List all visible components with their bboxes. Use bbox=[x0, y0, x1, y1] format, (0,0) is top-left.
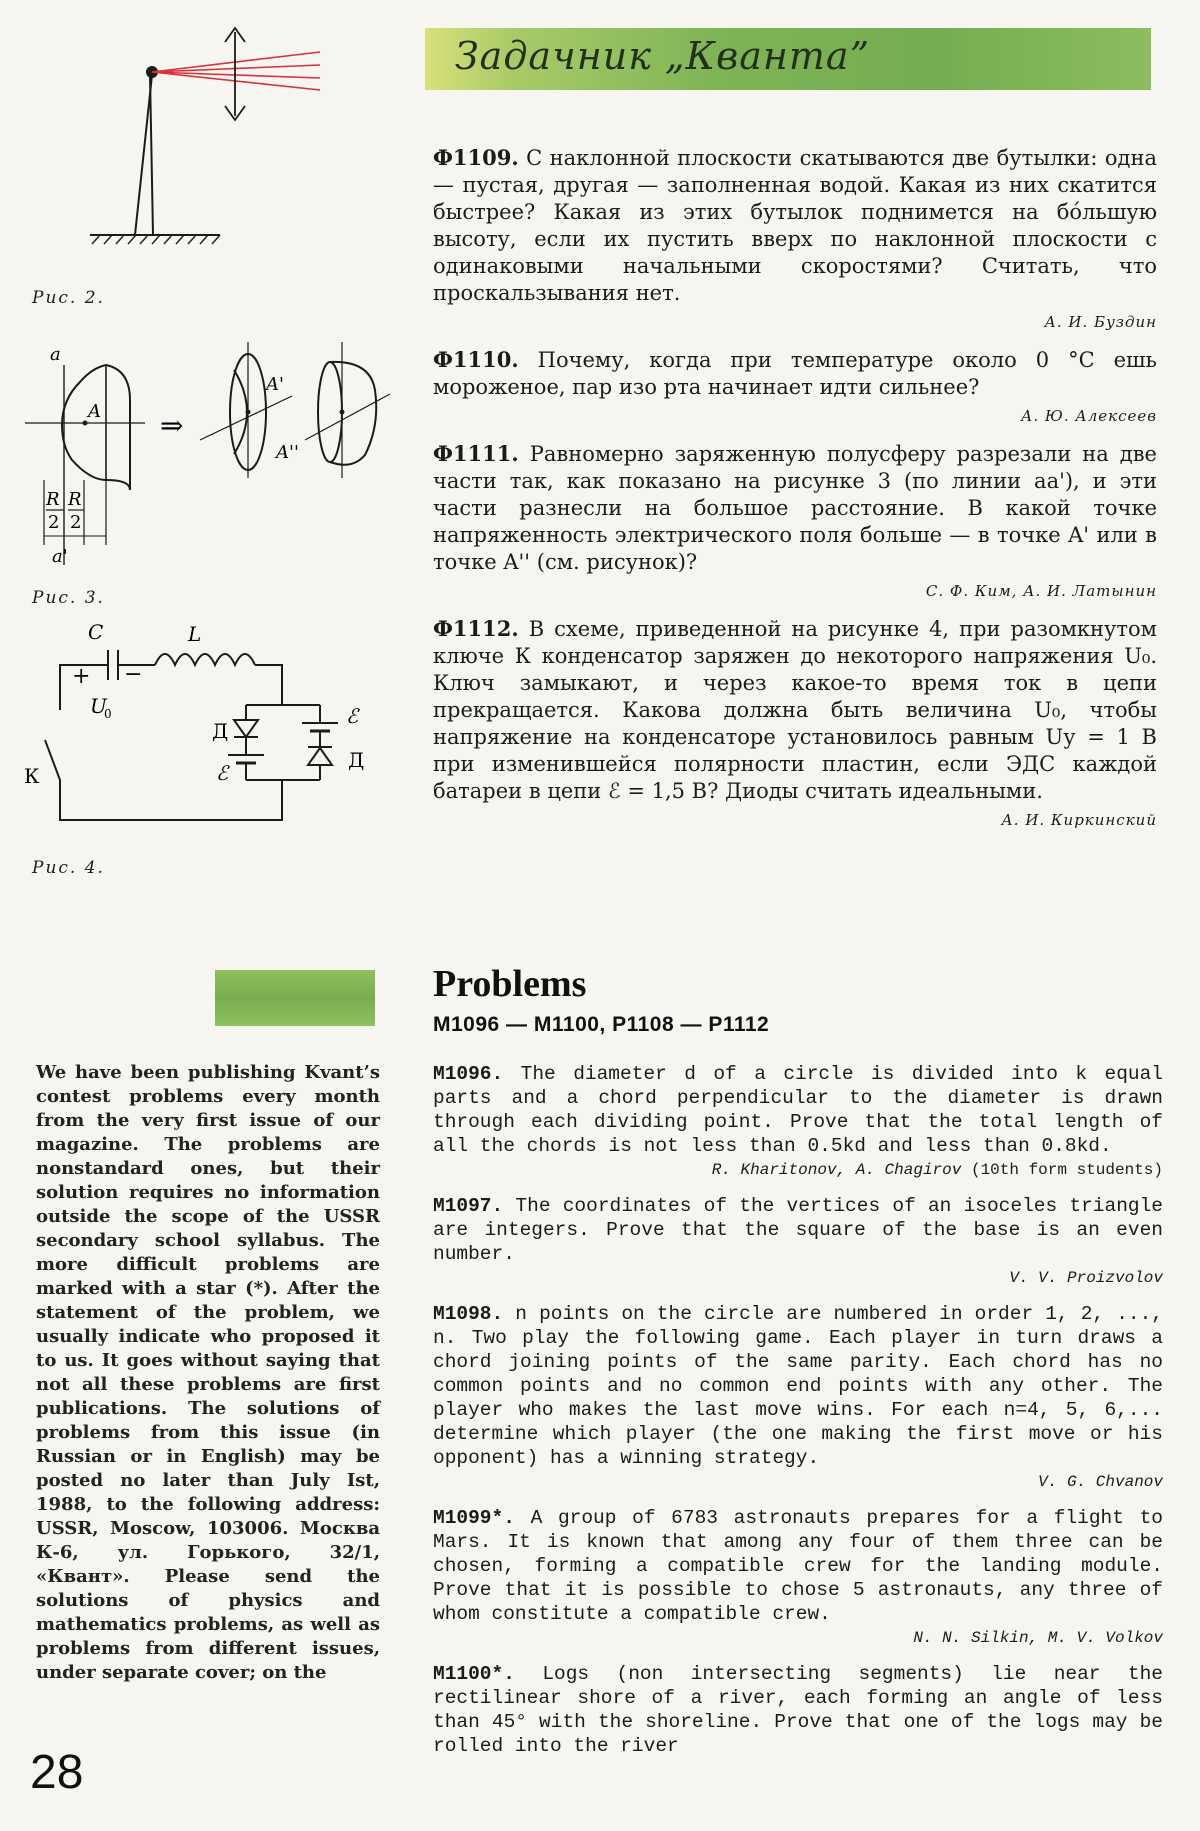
problems-title: Problems bbox=[433, 963, 587, 1005]
figure-3-caption: Рис. 3. bbox=[32, 588, 105, 608]
problem-number: Ф1112. bbox=[433, 616, 519, 641]
problem-text: В схеме, приведенной на рисунке 4, при разомкнутом ключе К конденсатор заряжен до некоторого напряжения U₀. Ключ замыкают, и через какое-то время ток в цепи прекращается. Какова должна быть величина U₀, чтобы напряжение на конденсаторе установилось равным Uу = 1 В при изменившейся полярности пластин, если ЭДС каждой батареи в цепи ℰ = 1,5 В? Диоды считать идеальными. bbox=[433, 617, 1157, 803]
figure-4-diagram bbox=[20, 615, 390, 850]
figure-3-two1: 2 bbox=[48, 512, 60, 533]
figure-3-label-Aprime: A' bbox=[266, 374, 284, 395]
figure-4-label-U0-sub: 0 bbox=[104, 707, 112, 721]
figure-3-R1: R bbox=[46, 489, 60, 510]
figure-3-label-a: a bbox=[50, 344, 61, 365]
figure-3-two2: 2 bbox=[70, 512, 82, 533]
figure-4-label-U0: U bbox=[90, 694, 107, 718]
problem-text: Равномерно заряженную полусферу разрезали на две части так, как показано на рисунке 3 (по линии aa'), и эти части разнесли на большое расстояние. В какой точке напряженность электрического поля больше — в точке A' или в точке A'' (см. рисунок)? bbox=[433, 442, 1157, 574]
problem-f1111 bbox=[433, 440, 1157, 601]
problem-author: V. G. Chvanov bbox=[1038, 1473, 1163, 1491]
problem-f1109 bbox=[433, 144, 1157, 332]
figure-4-caption: Рис. 4. bbox=[32, 858, 105, 878]
russian-problems-column bbox=[433, 144, 1157, 844]
figure-4-label-D2: Д bbox=[348, 748, 365, 772]
problem-author: N. N. Silkin, M. V. Volkov bbox=[913, 1629, 1163, 1647]
figure-2-caption: Рис. 2. bbox=[32, 288, 105, 308]
english-problems-column bbox=[433, 1062, 1163, 1772]
figure-4-label-D1: Д bbox=[212, 719, 229, 743]
problem-text: The diameter d of a circle is divided into k equal parts and a chord perpendicular to the diameter is drawn through each dividing point. Prove that the total length of all the chords is not less than 0.5kd and less than 0.8kd. bbox=[433, 1063, 1163, 1157]
problem-text: The coordinates of the vertices of an isoceles triangle are integers. Prove that the square of the base is an even number. bbox=[433, 1195, 1163, 1265]
problem-number: Ф1110. bbox=[433, 347, 519, 372]
figure-4-label-E2: ℰ bbox=[346, 704, 359, 728]
problem-number: Ф1109. bbox=[433, 145, 519, 170]
problem-author: А. И. Киркинский bbox=[1001, 811, 1157, 829]
intro-paragraph: We have been publishing Kvant’s contest problems every month from the very first issue of our magazine. The problems are nonstandard ones, but their solution requires no information outside the scope of the USSR secondary school syllabus. The more difficult problems are marked with a star (*). After the statement of the problem, we usually indicate who proposed it to us. It goes without saying that not all these problems are first publications. The solutions of problems from this issue (in Russian or in English) may be posted no later than July Ist, 1988, to the following address: USSR, Moscow, 103006. Москва К-6, ул. Горького, 32/1, «Квант». Please send the solutions of physics and mathematics problems, as well as problems from different issues, under separate cover; on the bbox=[36, 1062, 380, 1683]
problem-author: R. Kharitonov, A. Chagirov bbox=[711, 1161, 962, 1179]
problem-text: С наклонной плоскости скатываются две бутылки: одна — пустая, другая — заполненная водой. Какая из них скатится быстрее? Какая из этих бутылок поднимется на бо́льшую высоту, если их пустить вверх по наклонной плоскости с одинаковыми начальными скоростями? Считать, что проскальзывания нет. bbox=[433, 146, 1158, 305]
figure-4-label-K: К bbox=[24, 764, 40, 788]
problem-m1096 bbox=[433, 1062, 1163, 1180]
problem-author-line bbox=[433, 1160, 1163, 1180]
page-number: 28 bbox=[30, 1746, 84, 1799]
problem-author: V. V. Proizvolov bbox=[1009, 1269, 1163, 1287]
figure-3-diagram bbox=[20, 330, 400, 570]
problem-m1100 bbox=[433, 1662, 1163, 1758]
figure-4-label-C: C bbox=[88, 620, 104, 644]
problem-author: А. И. Буздин bbox=[1044, 313, 1157, 331]
figure-4-minus: − bbox=[124, 662, 143, 687]
figure-4-label-L: L bbox=[188, 622, 202, 646]
problem-text: Logs (non intersecting segments) lie near the rectilinear shore of a river, each forming an angle of less than 45° with the shoreline. Prove that one of the logs may be rolled into the river bbox=[433, 1663, 1163, 1757]
problem-number: Ф1111. bbox=[433, 441, 519, 466]
problem-number: M1098. bbox=[433, 1303, 504, 1325]
figure-3-label-Adprime: A'' bbox=[276, 442, 299, 463]
problem-author: А. Ю. Алексеев bbox=[1021, 407, 1157, 425]
problem-number: M1100*. bbox=[433, 1663, 515, 1685]
problem-number: M1097. bbox=[433, 1195, 504, 1217]
problem-m1097 bbox=[433, 1194, 1163, 1288]
zadachnik-banner bbox=[425, 28, 1151, 90]
problem-author-note: (10th form students) bbox=[961, 1161, 1163, 1179]
problem-f1110 bbox=[433, 346, 1157, 426]
figure-3-arrow: ⇒ bbox=[160, 409, 184, 442]
problem-text: A group of 6783 astronauts prepares for a flight to Mars. It is known that among any four of them three can be chosen, forming a compatible crew for the landing module. Prove that it is possible to chose 5 astronauts, any three of whom constitute a compatible crew. bbox=[433, 1507, 1163, 1625]
problem-author: С. Ф. Ким, А. И. Латынин bbox=[925, 582, 1157, 600]
problem-number: M1096. bbox=[433, 1063, 504, 1085]
figure-3-R2: R bbox=[68, 489, 82, 510]
figure-4-plus: + bbox=[72, 664, 91, 689]
figure-4-label-E1: ℰ bbox=[216, 761, 229, 785]
section-green-bar bbox=[215, 970, 375, 1026]
banner-title: Задачник „Кванта” bbox=[455, 34, 870, 78]
problem-text: n points on the circle are numbered in order 1, 2, ..., n. Two play the following game. Each player in turn draws a chord joining points of the same parity. Each chord has no common points and no common end points with any other. The player who makes the last move wins. For each n=4, 5, 6,... determine which player (the one making the first move or his opponent) has a winning strategy. bbox=[433, 1303, 1163, 1469]
figure-3-label-aprime: a' bbox=[52, 546, 68, 567]
figure-2-diagram bbox=[60, 20, 360, 260]
problem-m1098 bbox=[433, 1302, 1163, 1492]
problems-subtitle: M1096 — M1100, P1108 — P1112 bbox=[433, 1013, 770, 1036]
figure-3-label-A: A bbox=[88, 401, 101, 422]
problem-m1099 bbox=[433, 1506, 1163, 1648]
problem-number: M1099*. bbox=[433, 1507, 515, 1529]
problem-text: Почему, когда при температуре около 0 °C ешь мороженое, пар изо рта начинает идти сильнее? bbox=[433, 348, 1157, 399]
problem-f1112 bbox=[433, 615, 1157, 830]
